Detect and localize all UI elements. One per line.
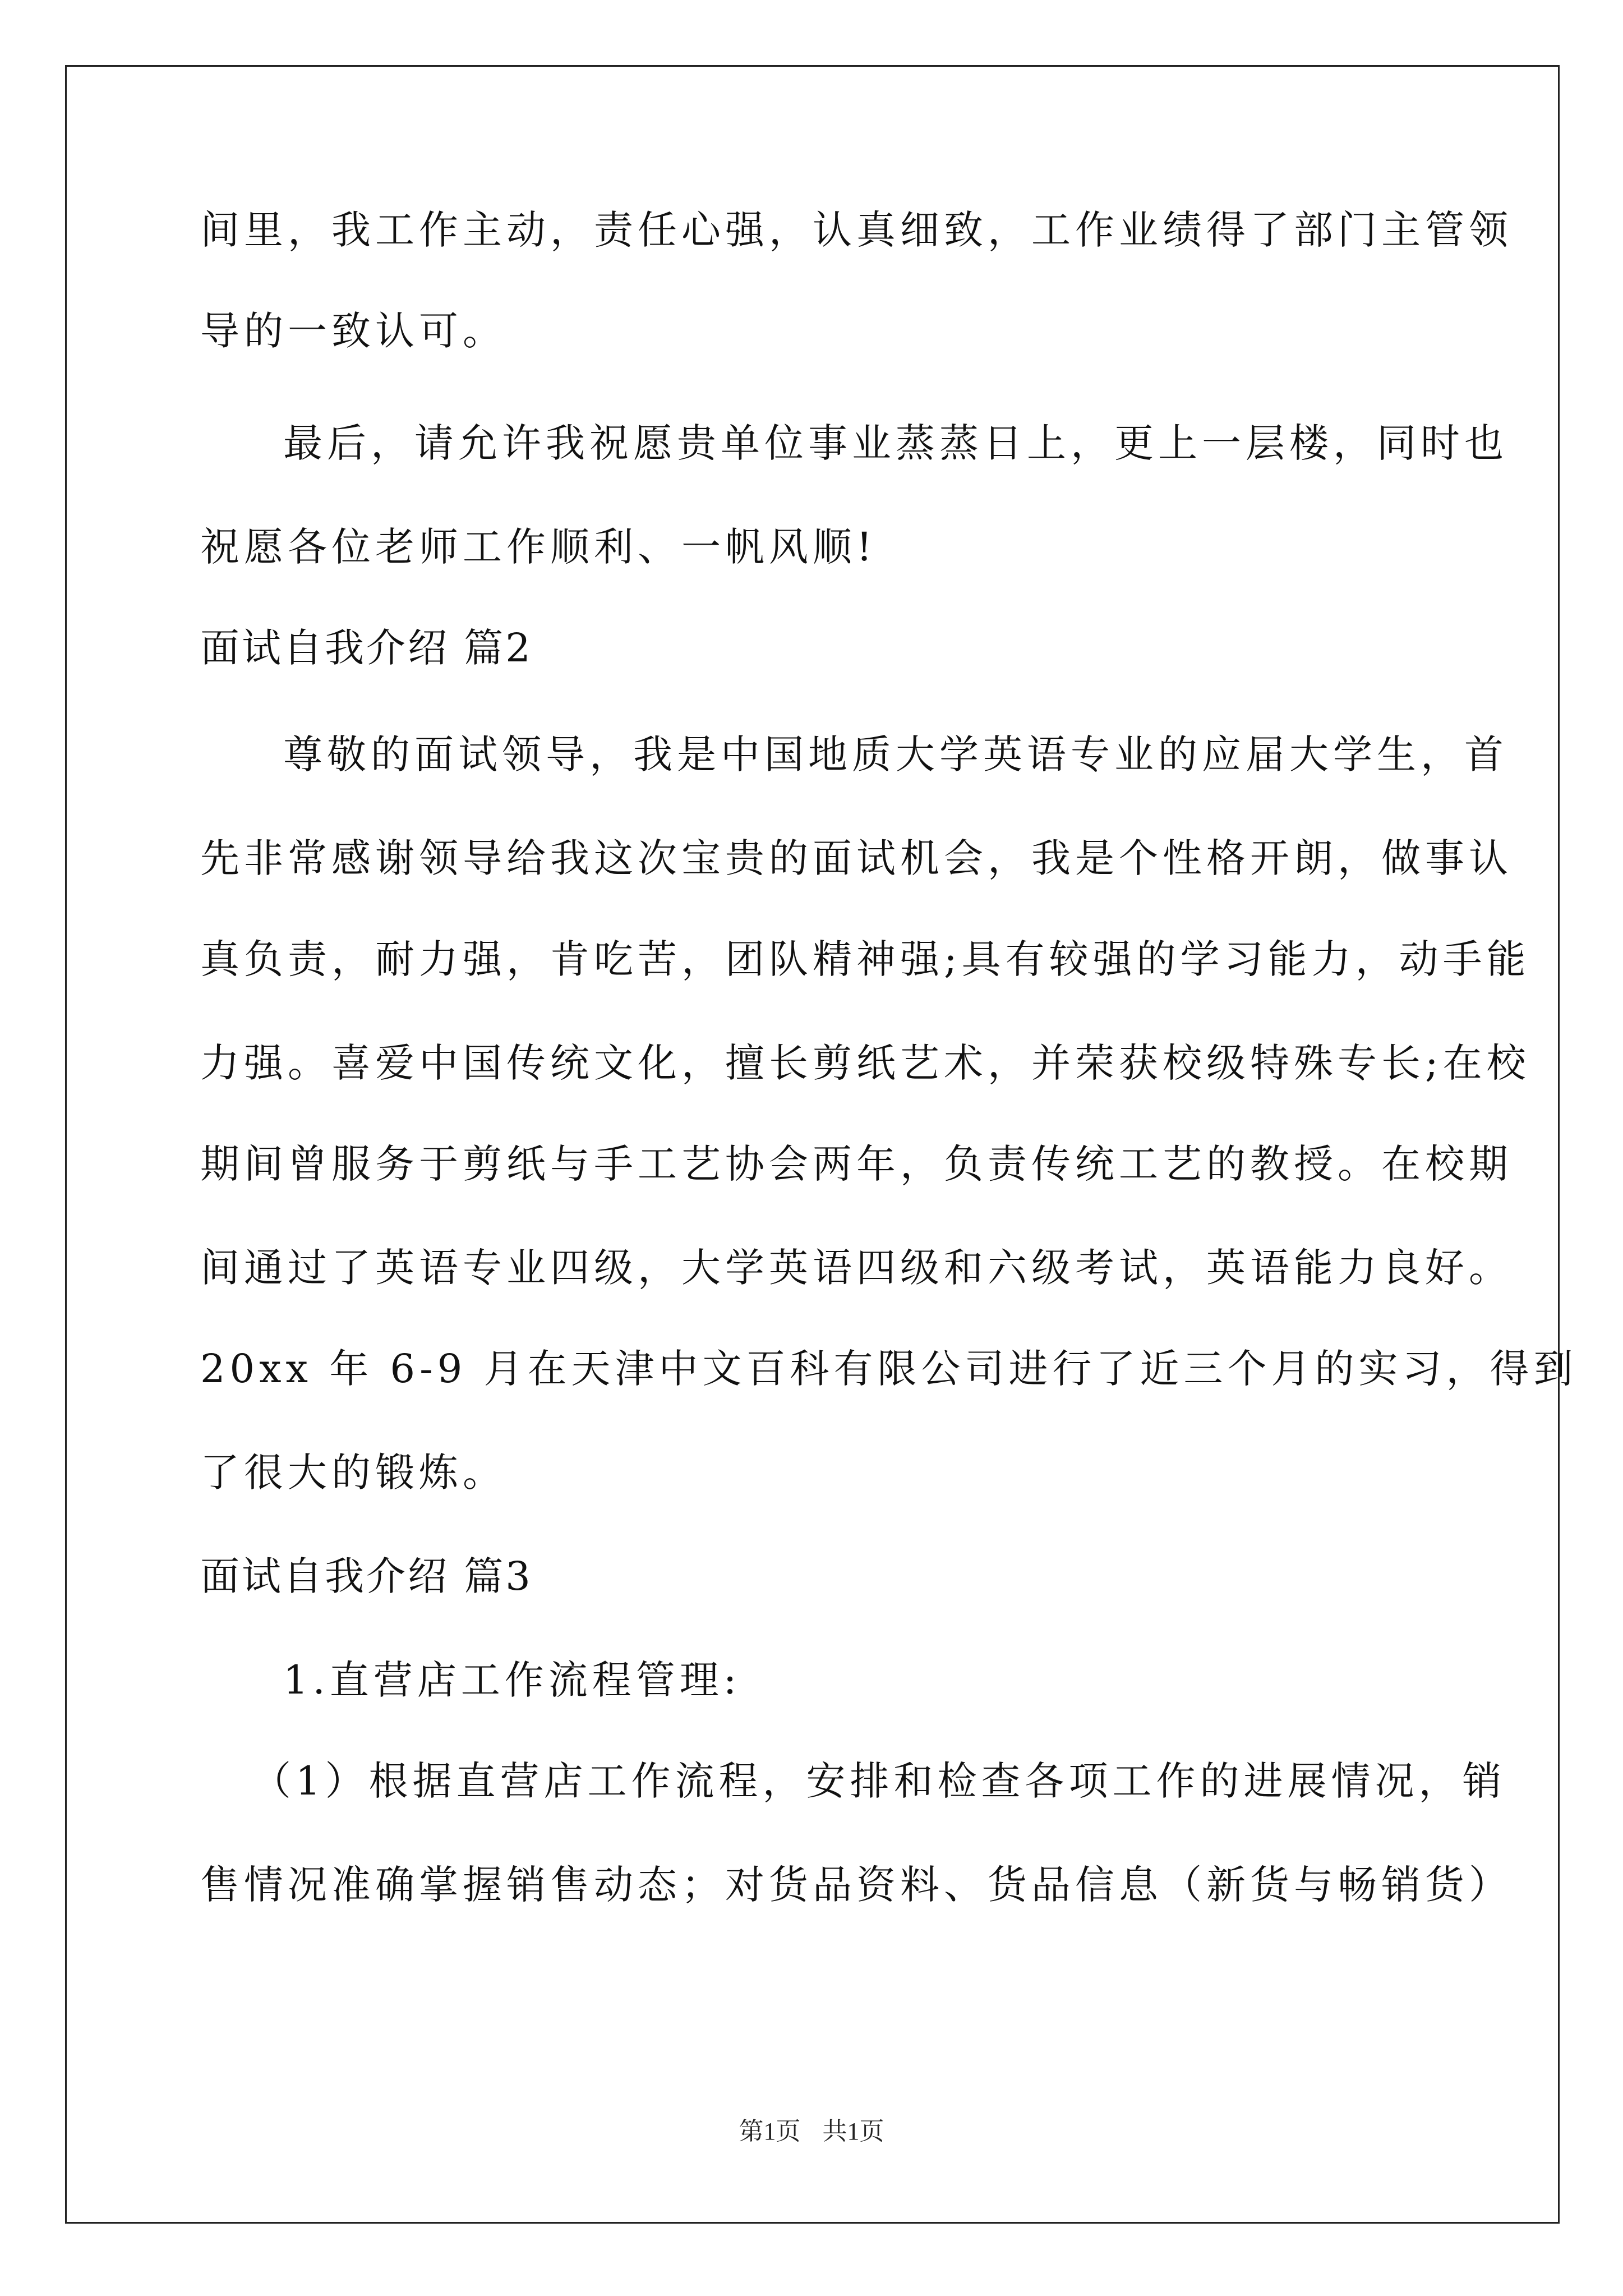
body-text-line: 间里，我工作主动，责任心强，认真细致，工作业绩得了部门主管领 [200,207,1513,253]
body-text-line: 真负责，耐力强，肯吃苦，团队精神强;具有较强的学习能力，动手能 [200,936,1530,982]
page-number: 第1页 [739,2118,801,2145]
body-text-line: 了很大的锻炼。 [200,1450,506,1496]
list-item: 1.直营店工作流程管理: [283,1657,741,1703]
body-text-line: 期间曾服务于剪纸与手工艺协会两年，负责传统工艺的教授。在校期 [200,1141,1513,1187]
body-text-line: 间通过了英语专业四级，大学英语四级和六级考试，英语能力良好。 [200,1245,1513,1291]
body-text-line: 售情况准确掌握销售动态；对货品资料、货品信息（新货与畅销货） [200,1862,1513,1908]
section-heading: 面试自我介绍 篇3 [200,1553,533,1599]
body-text-line: （1）根据直营店工作流程，安排和检查各项工作的进展情况，销 [252,1758,1506,1804]
body-text-line: 20xx 年 6-9 月在天津中文百科有限公司进行了近三个月的实习，得到 [200,1346,1578,1392]
body-text-line: 力强。喜爱中国传统文化，擅长剪纸艺术，并荣获校级特殊专长;在校 [200,1040,1530,1086]
body-text-line: 祝愿各位老师工作顺利、一帆风顺! [200,524,877,570]
body-text-line: 最后，请允许我祝愿贵单位事业蒸蒸日上，更上一层楼，同时也 [283,420,1508,466]
page-footer [0,2115,1623,2148]
body-text-line: 导的一致认可。 [200,308,506,354]
section-heading: 面试自我介绍 篇2 [200,625,533,671]
body-text-line: 先非常感谢领导给我这次宝贵的面试机会，我是个性格开朗，做事认 [200,835,1513,881]
page-total: 共1页 [822,2118,884,2145]
body-text-line: 尊敬的面试领导，我是中国地质大学英语专业的应届大学生，首 [283,731,1508,777]
